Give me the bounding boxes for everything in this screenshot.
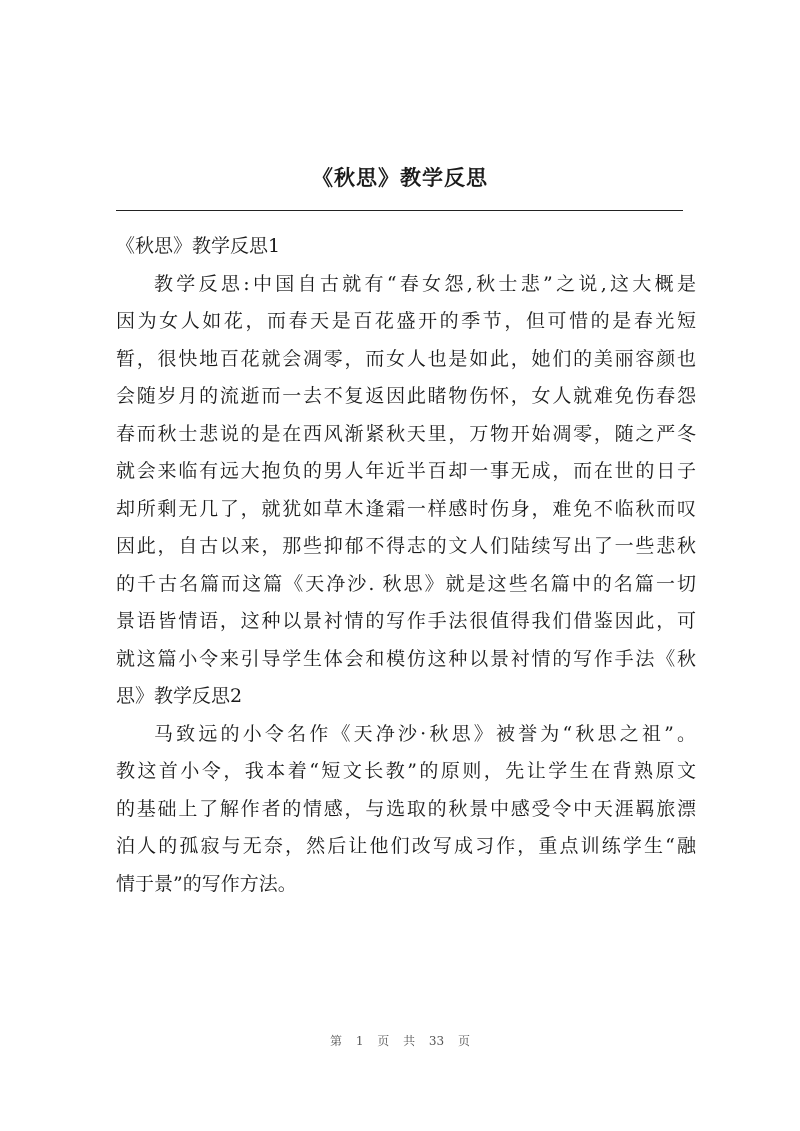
paragraph-line: 却所剩无几了，就犹如草木逢霜一样感时伤身，难免不临秋而叹 [116,497,696,520]
paragraph-line: 就会来临有远大抱负的男人年近半百却一事无成，而在世的日子 [116,460,696,482]
paragraph-line: 情于景”的写作方法。 [116,872,297,895]
paragraph-line: 的基础上了解作者的情感，与选取的秋景中感受令中天涯羁旅漂 [116,797,696,820]
paragraph-line: 的千古名篇而这篇《天净沙. 秋思》就是这些名篇中的名篇一切 [116,572,696,595]
paragraph-line: 泊人的孤寂与无奈，然后让他们改写成习作，重点训练学生“融 [116,835,696,857]
section-heading: 《秋思》教学反思1 [116,235,281,257]
paragraph-line: 会随岁月的流逝而一去不复返因此睹物伤怀，女人就难免伤春怨 [116,385,696,407]
paragraph-line: 春而秋士悲说的是在西风渐紧秋天里，万物开始凋零，随之严冬 [116,422,696,445]
title-divider [116,210,683,211]
page-title: 《秋思》教学反思 [312,165,488,190]
paragraph-line: 因为女人如花，而春天是百花盛开的季节，但可惜的是春光短 [116,310,696,332]
paragraph-1 [116,266,696,716]
paragraph-line: 景语皆情语，这种以景衬情的写作手法很值得我们借鉴因此，可 [116,610,696,632]
page-footer: 第 1 页 共 33 页 [330,1034,470,1048]
paragraph-line: 思》教学反思2 [116,685,243,707]
paragraph-line: 马致远的小令名作《天净沙·秋思》被誉为“秋思之祖”。 [154,722,696,745]
document-body [116,228,696,903]
paragraph-line: 因此，自古以来，那些抑郁不得志的文人们陆续写出了一些悲秋 [116,535,696,557]
paragraph-line: 教学反思:中国自古就有“春女怨,秋士悲”之说,这大概是 [154,272,696,295]
paragraph-2 [116,716,696,904]
paragraph-line: 暂，很快地百花就会凋零，而女人也是如此，她们的美丽容颜也 [116,347,696,370]
paragraph-line: 就这篇小令来引导学生体会和模仿这种以景衬情的写作手法《秋 [116,647,696,670]
paragraph-line: 教这首小令，我本着“短文长教”的原则，先让学生在背熟原文 [116,760,696,782]
